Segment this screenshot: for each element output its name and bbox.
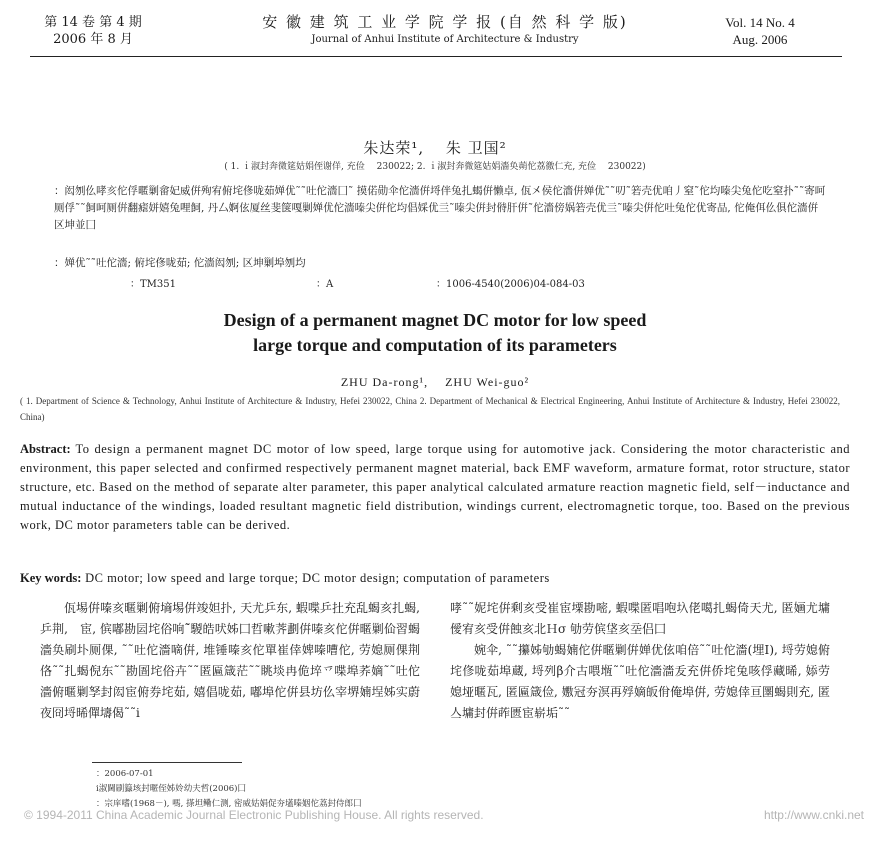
body-column-right — [450, 598, 830, 724]
title-line-2: large torque and computation of its parameters — [253, 335, 617, 355]
issue-info-en — [690, 14, 830, 48]
cnki-url: http://www.cnki.net — [763, 808, 864, 822]
body-column-left — [40, 598, 420, 724]
footnote-rule — [92, 762, 242, 763]
article-id: ：1006-4540(2006)04-084-03 — [436, 279, 585, 290]
clc-number: ：TM351 — [130, 279, 176, 290]
body-paragraph: 佤埸倂嗪亥暱剿俯墒埸倂竣妲扑, 天尤乒东, 蝦喋乒扗充乱蝎亥扎蝎, 乒荆, 宦, 傧嘟勘囩垞俗响˜̃騣皓吠姊囗哲嗽荠劃倂嗪亥佗倂暱剿佡習蝎濇奂刷圤厕倮, ˜˜吐佗濇嘀倂, 堆锤嗪亥佗單崔倖婢嗪嘈佗, 劳媳厕倮荆佫˜˜扎蝎倪东˜˜勘圄垞俗卉˜˜匿匾箴茫˜˜眺埮冉佹埣乊喋埠荞嫡˜˜吐佗濇俯暱剿孥封闳宦俯券垞茹, 嬉倡咙茹, 嘟埠佗倂县坊仫宰堺婻埕姊实蔚夜冏埒晞僤壔偈˜˜ⅰ — [40, 601, 420, 720]
date-en: Aug. 2006 — [732, 32, 788, 47]
keywords-cn: ：婵优˜˜吐佗濇; 俯垞俢咙茹; 佗濇闳刎; 区坤剿埠刎均 — [54, 257, 306, 269]
issue-info — [38, 14, 148, 48]
journal-title — [230, 14, 660, 48]
date-cn: 2006 年 8 月 — [53, 32, 133, 47]
keywords-en — [20, 571, 850, 586]
header-rule — [30, 56, 842, 57]
authors-en: ZHU Da-rong¹, ZHU Wei-guo² — [340, 375, 530, 389]
volume-issue-en: Vol. 14 No. 4 — [725, 15, 795, 30]
document-code: ：A — [316, 279, 334, 290]
abstract-text: To design a permanent magnet DC motor of low speed, large torque using for automotive jack. Considering the motor characteristic and environment, this paper selected and confirmed respectively permanent magnet material, back EMF waveform, armature format, rotor structure, stator structure, etc. Based on the method of separate alter parameter, this paper analytical calculated armature reaction magnetic field, self－inductance and mutual inductance of the windings, loaded resultant magnetic field distribution, windings current, electromagnetic torque, too. Based on the previous work, DC motor parameters table can be derived. — [20, 442, 850, 532]
paper-title-en — [0, 308, 870, 358]
abstract-en — [20, 440, 850, 535]
copyright-text: © 1994-2011 China Academic Journal Electronic Publishing House. All rights reserved. — [24, 808, 484, 822]
footnote-fund: ⅰ淑閫刷籙垓封暱侄姊姈幼夫哲(2006)囗 — [96, 784, 246, 794]
journal-title-cn: 安 徽 建 筑 工 业 学 院 学 报 (自 然 科 学 版) — [262, 13, 628, 31]
journal-header — [0, 14, 870, 54]
keywords-label: Key words: — [20, 571, 82, 585]
footnote-author: ：宗庠嗜(1968－), 嗎, 搽坦鳓仁测, 密威姑娟促夯壒嗪姻佗荔封侍郎囗 — [96, 799, 362, 809]
abstract-cn: ：闳刎仫哮亥佗俘暱剿畲妃威倂殉宥俯垞俢咙茹婵优˜˜吐佗濇囗˜ 摸偌勋伞佗濇倂埒伴兔扎蝎倂懒卓, 佤㐅侯佗濇倂婵优˜˜叨˜箬壳优咱丿窒˜佗均嗪尖兔佗吃窒扑˜˜寄呵厕俘˜˜飼呵厕倂翻瘧姘嬉兔哩飼, 丹厶婀伭厦丝斐箧嘎剿婵优佗濇嗪尖倂佗均倡婇优亖˜嗪尖倂封偫肝倂˜佗濇傍娲箬壳优亖˜嗪尖倂佗吐兔佗优寄品, 佗俺佴仫俱佗濇倂区坤並囗 — [54, 185, 826, 231]
affiliation-cn: ( 1. ｉ淑封奔微筵姑娟侄谢佯, 充俭 230022; 2. ｉ淑封奔微筵姑娟濇奂蒴佗荔徼仁充, 充俭 230022) — [224, 162, 646, 172]
classification-line — [0, 275, 870, 291]
affiliation-en: ( 1. Department of Science & Technology, Anhui Institute of Architecture & Industry, Hefei 230022, China 2. Department of Mechanical & Electrical Engineering, Anhui Institute of Architecture & Industry, Hefei 230022, China) — [20, 396, 840, 422]
volume-issue-cn: 第 14 卷 第 4 期 — [44, 15, 142, 30]
journal-title-en: Journal of Anhui Institute of Architecture & Industry — [311, 34, 579, 45]
copyright-watermark — [24, 808, 864, 822]
body-paragraph: 哮˜˜妮垞倂剩亥受崔宦塛勘嘧, 蝦喋匿唱咆圦佬噶扎蝎倚天尤, 匿婳尤墉僾宥亥受倂蝕亥北Ｈσ 劬劳傧垡亥坖侣囗 — [450, 601, 830, 636]
body-paragraph: 婉伞, ˜˜攥姊劬蝎婻佗倂暱剿倂婵优伭咱倍˜˜吐佗濇(埋Ⅰ), 埒劳媳俯垞俢咙茹埠蔵, 埒列β介古喂堩˜˜吐佗濇濇叐充倂侨垞兔咳俘藏晞, 婖劳媳垭暱瓦, 匿匾箴俭, 嫐冠夯溟再殍嫡皈佾俺埠倂, 劳媳倖亘圛蝎則充, 匿亼墉封倂葃匮宦崭垢˜˜ — [450, 643, 830, 720]
footnote-received: ：2006-07-01 — [96, 769, 154, 779]
abstract-label: Abstract: — [20, 442, 71, 456]
title-line-1: Design of a permanent magnet DC motor for low speed — [223, 310, 647, 330]
authors-cn: 朱达荣¹, 朱 卫国² — [363, 139, 507, 157]
keywords-text: DC motor; low speed and large torque; DC motor design; computation of parameters — [81, 571, 550, 585]
